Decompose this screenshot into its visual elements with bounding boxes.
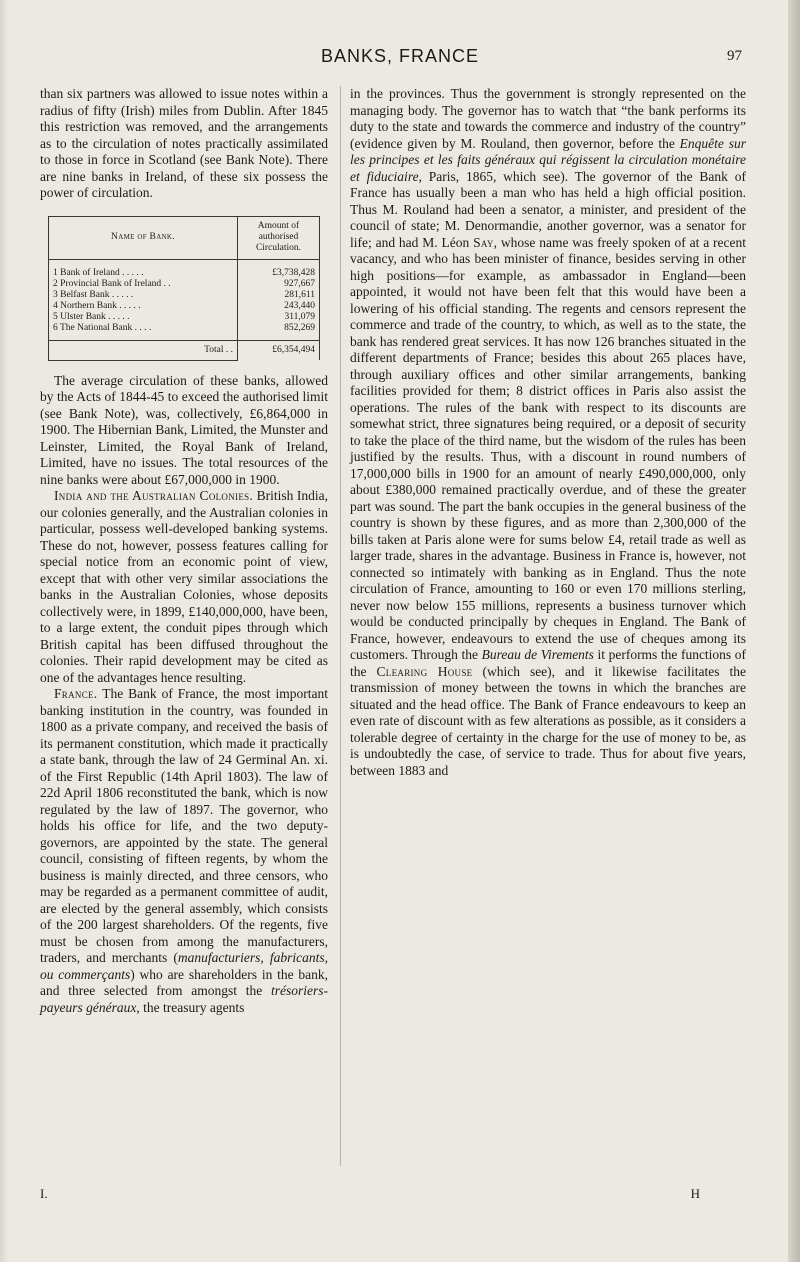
paragraph-text: , the treasury agents [136,999,245,1015]
italic-text: Enquête sur les principes et les faits généraux qui régissent la circulation monétaire et fiduciaire [350,135,746,184]
table-total-row [49,340,320,360]
italic-text: manufacturiers, fabricants, ou commerçants [40,950,328,982]
bank-amount: 281,611 [238,290,320,301]
paragraph-text: British India, our colonies generally, and the Australian colonies in particular, possess well-developed banking systems. These do not, however, possess features calling for special notice from an economic point of view, except that with other very similar associations the banks in the Australian Colonies, whose deposits collectively were, in 1899, £140,000,000, have been, to a large extent, the conduit pipes through which British capital has been diffused throughout the colonies. Their rapid development may be cited as one of the advantages hence resulting. [40,488,329,685]
cross-reference: Clearing House [376,663,473,679]
bank-name: 3 Belfast Bank . . . . . [49,290,238,301]
table-row [49,279,320,290]
paragraph-text: , Paris, 1865, which see). The governor of the Bank of France has usually been a man who has held a high official position. Thus M. Rouland had been a senator, a minister, and president of the council of state; M. Denormandie, another governor, was a senator for life; and had M. Léon [350,168,746,250]
paragraph-france [40,686,328,1016]
bank-amount: £3,738,428 [238,259,320,279]
table-row [49,259,320,279]
italic-text: Bureau de Virements [481,647,594,662]
paragraph-bank-of-france-cont [350,86,746,779]
bank-amount: 852,269 [238,323,320,341]
bank-name: 1 Bank of Ireland . . . . . [49,259,238,279]
paragraph-text: The Bank of France, the most important banking institution in the country, was founded in 1800 as a private company, and received the basis of its permanent constitution, which made it practically a state bank, through the law of 24 Germinal An. xi. of the First Republic (14th April 1803). The law of 22d April 1806 reconstituted the bank, which is now regulated by the law of 1897. The governor, who holds his office for life, and the two deputy-governors, are appointed by the state. The general council, consisting of fifteen regents, by whom the business is mainly directed, and three censors, who may be regarded as a permanent committee of audit, are elected by the general assembly, which consists of the 200 largest shareholders. Of the regents, five must be chosen from among the manufacturers, traders, and merchants ( [40,686,328,965]
italic-text: trésoriers-payeurs généraux [40,983,328,1015]
table-header-row [49,216,320,259]
paragraph-text: it performs the functions of the [350,647,747,679]
column-header-bank: Name of Bank. [49,216,238,259]
table-row [49,312,320,323]
paragraph-india-australia [40,488,328,686]
paragraph-ireland: than six partners was allowed to issue notes within a radius of fifty (Irish) miles from Dublin. After 1845 this restriction was removed, and the arrangements as to the circulation of notes practically assimilated to those in force in Scotland (see Bank Note). There are nine banks in Ireland, of these six possess the power of circulation. [40,86,328,200]
paragraph-text: in the provinces. Thus the government is strongly represented on the managing body. The governor has to watch that “the bank performs its duty to the state and towards the commerce and industry of the country” (evidence given by M. Rouland, then governor, before the [350,86,746,151]
running-head: BANKS, FRANCE [320,46,480,66]
column-gutter [340,86,341,1166]
bank-name: 5 Ulster Bank . . . . . [49,312,238,323]
page-number: 97 [727,48,742,64]
cross-reference: Say [473,234,494,250]
total-amount: £6,354,494 [238,340,320,360]
table-row [49,323,320,341]
bank-name: 2 Provincial Bank of Ireland . . [49,279,238,290]
bank-amount: 243,440 [238,301,320,312]
circulation-table [48,216,320,361]
signature-mark-right: H [690,1186,700,1201]
signature-mark-left: I. [40,1186,48,1201]
paragraph-text: ) who are shareholders in the bank, and three selected from amongst the [40,966,328,998]
left-column [40,86,328,1016]
section-head-india: India and the Australian Colonies. [54,488,254,503]
page-edge-left [0,0,8,1262]
page-header [0,46,800,76]
bank-name: 6 The National Bank . . . . [49,323,238,341]
table-row [49,301,320,312]
bank-amount: 927,667 [238,279,320,290]
total-label: Total . . [49,340,238,360]
paragraph-text: (which see), and it likewise facilitates the transmission of money between the towns in which the branches are situated and the head office. The Bank of France endeavours to keep an even rate of discount with as few alterations as possible, as it considers a tolerable degree of certainty in the charge for the use of money to be, as is undoubtedly the case, of service to trade. Thus for about five years, between 1883 and [350,663,746,778]
section-head-france: France. [54,686,98,701]
paragraph-average-circulation: The average circulation of these banks, allowed by the Acts of 1844-45 to exceed the authorised limit (see Bank Note), was, collectively, £6,864,000 in 1900. The Hibernian Bank, Limited, the Munster and Leinster, Limited, the Royal Bank of Ireland, Limited, have no issues. The total resources of the nine banks were about £67,000,000 in 1900. [40,372,328,487]
bank-name: 4 Northern Bank . . . . . [49,301,238,312]
table-row [49,290,320,301]
column-header-amount: Amount of authorised Circulation. [238,216,320,259]
right-column [350,86,746,779]
bank-amount: 311,079 [238,312,320,323]
page-edge-right [788,0,800,1262]
paragraph-text: , whose name was freely spoken of at a recent vacancy, and who has been minister of finance, besides serving in other high positions—for example, as ambassador in England—been appointed, it would not have been felt that this would have been a lowering of his official standing. The regents and censors represent the commerce and trade of the country, to which, as well as to the state, the bank has rendered great services. It has now 126 branches situated in the different departments of France; besides this about 265 places have, through auxiliary offices and other similar arrangements, banking facilities provided for them; 8 district offices in Paris also assist the operations. The rules of the bank with respect to its discounts are somewhat strict, three signatures being required, or a deposit of security to take the place of the third name, but the wisdom of the rules has been justified by the results. Thus, with a discount in round numbers of 17,000,000 bills in 1900 for an amount of nearly £490,000,000, only about £380,000 remained practically overdue, and of these the greater part was sound. The part the bank occupies in the general business of the country is shown by these figures, and as more than 2,300,000 of the bills taken at Paris alone were for sums below £4, retail trade as well as larger trade, shares in the advantage. Business in France is, however, not connected so intimately with banking as in England. Thus the note circulation of France, amounting to 160 or even 170 millions sterling, never now below 155 millions, represents a business turnover which would be conducted principally by cheques in England. The Bank of France, however, endeavours to extend the use of cheques among its customers. Through the [350,234,747,662]
